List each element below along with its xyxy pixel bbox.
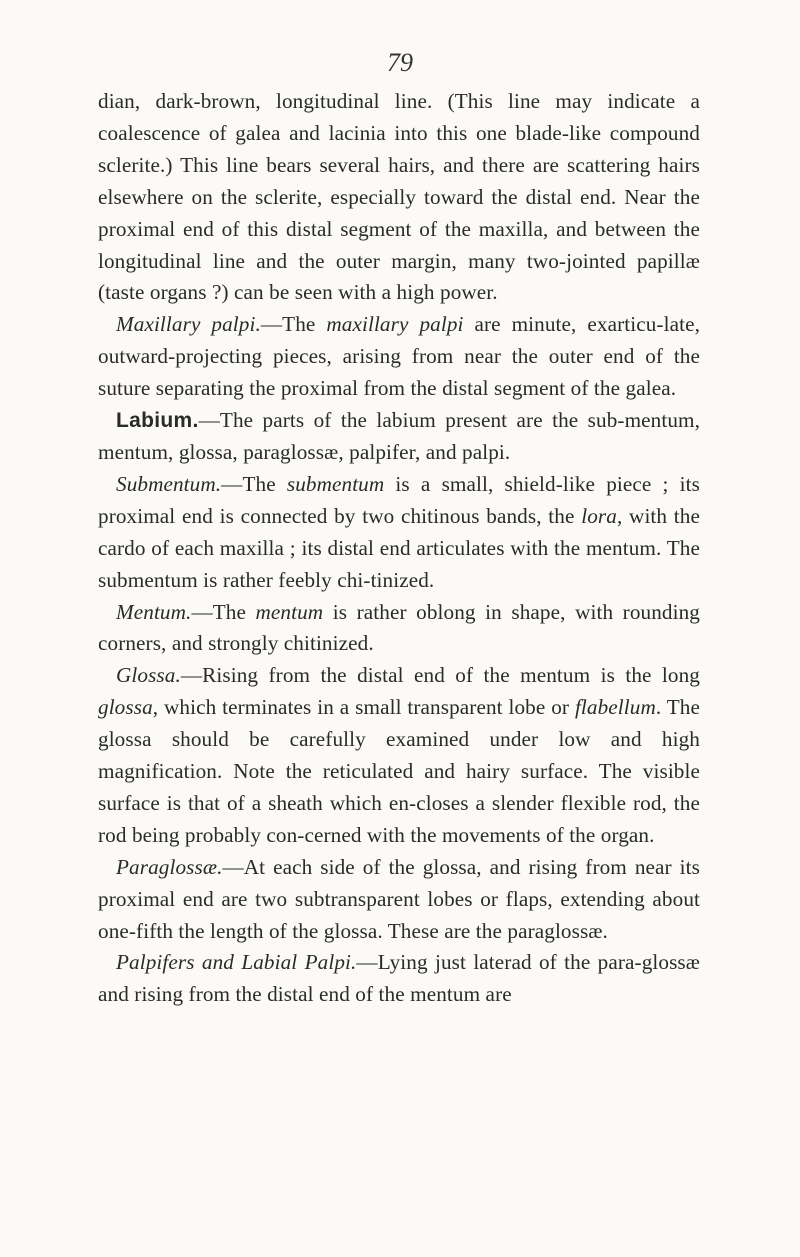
text-run: is rather oblong in shape, with rounding corners, and strongly chitinized. — [98, 599, 700, 656]
text-run: —Rising from the distal end of the mentum is the long — [180, 663, 700, 688]
italic-run: Maxillary palpi. — [116, 312, 261, 337]
text-run: —Lying just laterad of the para-glossæ and rising from the distal end of the mentum are — [98, 950, 700, 1007]
text-run: , which terminates in a small transparent lobe or — [152, 695, 575, 720]
italic-run: Paraglossæ. — [116, 854, 223, 879]
text-run: are minute, exarticu-late, outward-projecting pieces, arising from near the outer end of the suture separating the proximal from the distal segment of the galea. — [98, 312, 700, 401]
paragraph — [98, 597, 700, 661]
text-run: dian, dark-brown, longitudinal line. (This line may indicate a coalescence of galea and lacinia into this one blade-like compound sclerite.) This line bears several hairs, and there are scattering hairs elsewhere on the sclerite, especially toward the distal end. Near the proximal end of this distal segment of the maxilla, and between the longitudinal line and the outer margin, many two-jointed papillæ (taste organs ?) can be seen with a high power. — [98, 89, 700, 305]
paragraph — [98, 947, 700, 1011]
body-text — [98, 86, 700, 1011]
italic-run: glossa — [98, 695, 153, 720]
text-run: —The — [260, 312, 327, 337]
text-run: is a small, shield-like piece ; its proximal end is connected by two chitinous bands, the — [98, 471, 700, 528]
italic-run: maxillary palpi — [326, 312, 464, 337]
paragraph — [98, 852, 700, 948]
section-heading: Labium. — [116, 409, 199, 433]
italic-run: submentum — [286, 471, 385, 496]
paragraph — [98, 405, 700, 469]
text-run: . The glossa should be carefully examined under low and high magnification. Note the reticulated and hairy surface. The visible surface is that of a sheath which en-closes a slender flexible rod, the rod being probably con-cerned with the movements of the organ. — [98, 695, 700, 847]
text-run: , with the cardo of each maxilla ; its distal end articulates with the mentum. The submentum is rather feebly chi-tinized. — [98, 503, 700, 592]
text-run: —The — [191, 599, 256, 624]
italic-run: Submentum. — [116, 471, 222, 496]
italic-run: lora — [581, 503, 617, 528]
italic-run: Palpifers and Labial Palpi. — [116, 950, 357, 975]
paragraph — [98, 309, 700, 405]
paragraph — [98, 469, 700, 597]
paragraph — [98, 86, 700, 309]
italic-run: mentum — [255, 599, 324, 624]
text-run: —The — [221, 471, 287, 496]
text-run: —The parts of the labium present are the sub-mentum, mentum, glossa, paraglossæ, palpifer, and palpi. — [98, 408, 700, 464]
page-number: 79 — [387, 48, 413, 77]
italic-run: Glossa. — [116, 663, 181, 688]
paragraph — [98, 660, 700, 851]
italic-run: Mentum. — [116, 599, 192, 624]
text-run: —At each side of the glossa, and rising from near its proximal end are two subtransparent lobes or flaps, extending about one-fifth the length of the glossa. These are the paraglossæ. — [98, 854, 700, 943]
italic-run: flabellum — [574, 695, 656, 720]
